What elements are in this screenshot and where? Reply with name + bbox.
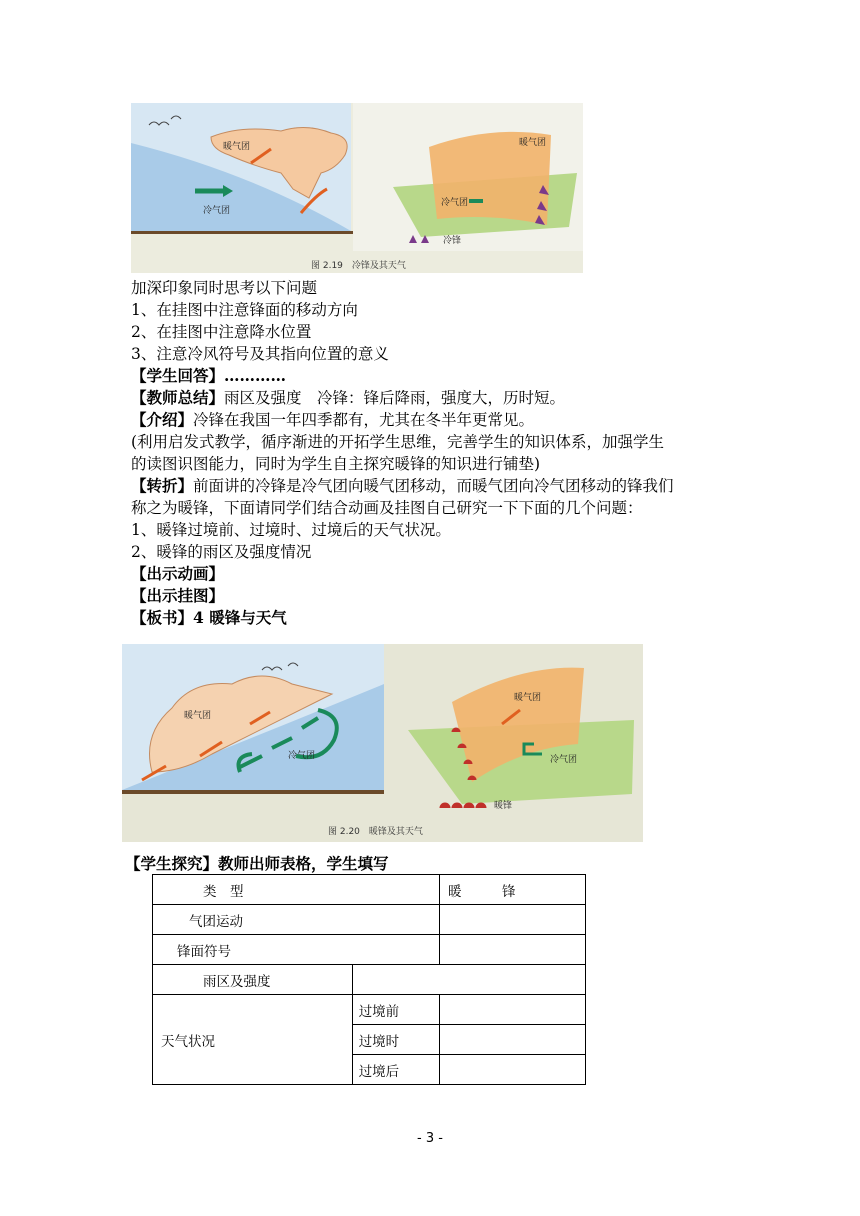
turn-line-2: 称之为暖锋，下面请同学们结合动画及挂图自己研究一下下面的几个问题： bbox=[131, 499, 643, 517]
intro-line: 加深印象同时思考以下问题 bbox=[131, 279, 318, 297]
warm-front-table bbox=[152, 874, 586, 1085]
board-tag: 【板书】 bbox=[131, 608, 194, 627]
board-text: 4 暖锋与天气 bbox=[193, 608, 287, 627]
after-label: 过境后 bbox=[352, 1055, 439, 1085]
warm-front-figure bbox=[122, 644, 643, 842]
turn-text-1: 前面讲的冷锋是冷气团向暖气团移动，而暖气团向冷气团移动的锋我们 bbox=[193, 477, 674, 495]
student-answer bbox=[131, 365, 286, 387]
rain-area-label: 雨区及强度 bbox=[153, 965, 353, 995]
fig2-warm-air-right-label: 暖气团 bbox=[514, 693, 542, 703]
teacher-summary bbox=[131, 387, 565, 409]
table-row bbox=[153, 905, 586, 935]
exploration-tag: 【学生探究】 bbox=[125, 854, 219, 873]
student-answer-tag: 【学生回答】 bbox=[131, 366, 225, 385]
fig1-cold-air-label: 冷气团 bbox=[203, 206, 231, 216]
fig2-cold-air-right-label: 冷气团 bbox=[550, 755, 578, 765]
warm-question-1: 1、暖锋过境前、过境时、过境后的天气状况。 bbox=[131, 521, 451, 539]
introduction bbox=[131, 409, 534, 431]
rain-area-cell[interactable] bbox=[352, 965, 585, 995]
show-animation: 【出示动画】 bbox=[131, 564, 225, 583]
type-header: 类 型 bbox=[153, 875, 440, 905]
air-mass-motion-cell[interactable] bbox=[440, 905, 586, 935]
warm-question-2: 2、暖锋的雨区及强度情况 bbox=[131, 543, 312, 561]
front-symbol-cell[interactable] bbox=[440, 935, 586, 965]
note-line-2: 的读图识图能力，同时为学生自主探究暖锋的知识进行铺垫) bbox=[131, 455, 541, 473]
after-cell[interactable] bbox=[440, 1055, 586, 1085]
during-cell[interactable] bbox=[440, 1025, 586, 1055]
table-row bbox=[153, 965, 586, 995]
fig1-warm-air-label: 暖气团 bbox=[223, 142, 251, 152]
page-number: - 3 - bbox=[417, 1131, 443, 1146]
air-mass-motion-label: 气团运动 bbox=[153, 905, 440, 935]
during-label: 过境时 bbox=[352, 1025, 439, 1055]
before-label: 过境前 bbox=[352, 995, 439, 1025]
exploration-line bbox=[125, 853, 389, 875]
cold-front-figure bbox=[131, 103, 583, 273]
exploration-text: 教师出师表格，学生填写 bbox=[218, 854, 389, 873]
warm-front-header: 暖 锋 bbox=[440, 875, 586, 905]
table-row bbox=[153, 995, 586, 1025]
show-chart: 【出示挂图】 bbox=[131, 586, 225, 605]
front-symbol-label: 锋面符号 bbox=[153, 935, 440, 965]
fig2-front-label: 暖锋 bbox=[494, 801, 513, 811]
fig2-caption: 图 2.20 暖锋及其天气 bbox=[328, 827, 423, 837]
fig2-cold-air-label: 冷气团 bbox=[288, 751, 316, 761]
student-answer-text: ………… bbox=[224, 366, 287, 385]
question-1: 1、在挂图中注意锋面的移动方向 bbox=[131, 301, 358, 319]
teacher-summary-tag: 【教师总结】 bbox=[131, 388, 225, 407]
fig1-cold-air-right-label: 冷气团 bbox=[441, 198, 469, 208]
note-line-1: (利用启发式教学，循序渐进的开拓学生思维，完善学生的知识体系，加强学生 bbox=[131, 433, 665, 451]
table-row bbox=[153, 935, 586, 965]
fig1-caption: 图 2.19 冷锋及其天气 bbox=[311, 261, 406, 271]
table-row bbox=[153, 875, 586, 905]
fig1-front-label: 冷锋 bbox=[443, 236, 462, 246]
question-3: 3、注意冷风符号及其指向位置的意义 bbox=[131, 345, 389, 363]
question-2: 2、在挂图中注意降水位置 bbox=[131, 323, 312, 341]
introduction-tag: 【介绍】 bbox=[131, 410, 194, 429]
teacher-summary-text: 雨区及强度 冷锋：锋后降雨，强度大，历时短。 bbox=[224, 389, 566, 407]
turn-tag: 【转折】 bbox=[131, 476, 194, 495]
introduction-text: 冷锋在我国一年四季都有，尤其在冬半年更常见。 bbox=[193, 411, 535, 429]
weather-label: 天气状况 bbox=[153, 995, 353, 1085]
board-writing bbox=[131, 607, 287, 629]
fig1-warm-air-right-label: 暖气团 bbox=[519, 138, 547, 148]
fig2-warm-air-label: 暖气团 bbox=[184, 711, 212, 721]
turn-line-1 bbox=[131, 475, 674, 497]
before-cell[interactable] bbox=[440, 995, 586, 1025]
